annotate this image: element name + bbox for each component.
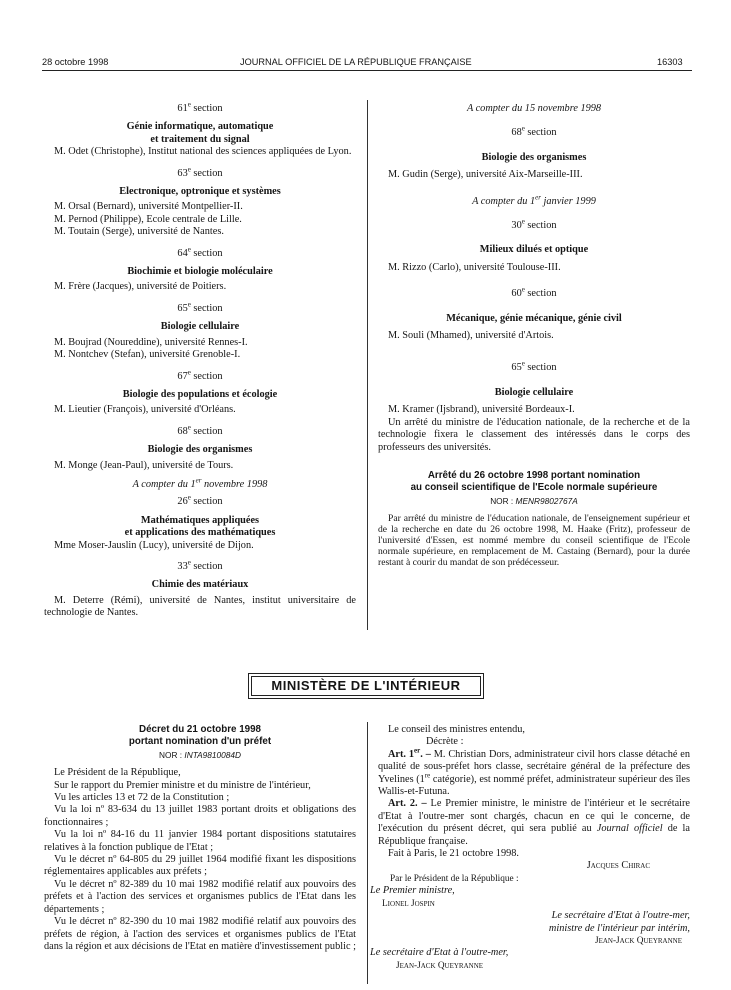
decret-visa: Vu les articles 13 et 72 de la Constitution ; <box>54 792 230 804</box>
signature-pm: Lionel Jospin <box>382 898 435 909</box>
section-heading: 63e section <box>177 165 223 179</box>
decret-right-column <box>370 724 691 972</box>
decret-preamble: Sur le rapport du Premier ministre et du ministre de l'intérieur, <box>54 779 311 791</box>
appointee-entry: M. Boujrad (Noureddine), université Rennes-I. <box>54 336 248 348</box>
decret-title: portant nomination d'un préfet <box>128 736 272 748</box>
appointee-entry: M. Nontchev (Stefan), université Grenoble-I. <box>54 349 241 361</box>
decret-par: Par le Président de la République : <box>390 873 519 884</box>
effective-date: A compter du 1er novembre 1998 <box>132 476 268 490</box>
column-divider-bottom <box>367 722 368 984</box>
header-title: JOURNAL OFFICIEL DE LA RÉPUBLIQUE FRANÇAISE <box>240 57 472 67</box>
section-heading: 68e section <box>511 124 557 139</box>
signature-secretary: Jean-Jack Queyranne <box>396 960 484 971</box>
right-column <box>378 103 690 568</box>
section-heading: 65e section <box>511 360 557 374</box>
decret-visa: Vu le décret nº 64-805 du 29 juillet 1964 modifié fixant les dispositions réglementaires applicables aux préfets ; <box>44 854 356 878</box>
appointee-entry: Mme Moser-Jauslin (Lucy), université de Dijon. <box>54 539 254 551</box>
appointee-entry: M. Kramer (Ijsbrand), université Bordeaux-I. <box>388 404 575 416</box>
left-column <box>44 100 356 620</box>
decret-visa: Vu la loi nº 84-16 du 11 janvier 1984 portant dispositions statutaires relatives à la fonction publique de l'Etat ; <box>44 829 356 853</box>
appointee-entry: M. Pernod (Philippe), Ecole centrale de Lille. <box>54 213 242 225</box>
section-title: Mathématiques appliquées <box>140 514 260 526</box>
section-title: Biologie des organismes <box>147 444 253 456</box>
appointee-entry: M. Frère (Jacques), université de Poitiers. <box>54 281 227 293</box>
arrete-body: Par arrêté du ministre de l'éducation nationale, de l'enseignement supérieur et de la recherche en date du 26 octobre 1998, M. Haake (Fritz), professeur de l'université d'Essen, est nommé membre du conseil scientifique de l'Ecole normale supérieure, en remplacement de M. Castaing (Bernard), pour la durée restant à courir du mandat de son prédécesseur. <box>378 513 690 569</box>
section-title: et applications des mathématiques <box>124 527 276 539</box>
section-heading: 33e section <box>177 558 223 572</box>
section-title: Biologie des populations et écologie <box>122 388 278 400</box>
appointee-entry: M. Toutain (Serge), université de Nantes. <box>54 226 224 238</box>
appointee-entry: M. Orsal (Bernard), université Montpellier-II. <box>54 201 243 213</box>
decret-visa: Vu le décret nº 82-390 du 10 mai 1982 modifié relatif aux pouvoirs des préfets de région, à l'action des services et organismes publics de l'Etat dans la région et aux décisions de l'Etat en matière d'investissement public ; <box>44 916 356 952</box>
section-title: Chimie des matériaux <box>151 579 249 591</box>
decret-visa: Vu la loi nº 83-634 du 13 juillet 1983 portant droits et obligations des fonctionnaires ; <box>44 804 356 828</box>
signatory-title: ministre de l'intérieur par intérim, <box>548 922 690 934</box>
article-2: Art. 2. – Le Premier ministre, le ministre de l'intérieur et le secrétaire d'Etat à l'outre-mer sont chargés, chacun en ce qui le concerne, de l'exécution du présent décret, qui sera publié au Journal officiel de la République française. <box>378 798 691 847</box>
header-rule <box>42 70 692 71</box>
signature-president: Jacques Chirac <box>586 860 650 872</box>
decret-decrete: Décrète : <box>426 736 464 748</box>
appointee-entry: M. Rizzo (Carlo), université Toulouse-III. <box>388 261 561 273</box>
decret-nor: NOR : INTA9810084D <box>159 749 241 760</box>
section-heading: 68e section <box>177 423 223 437</box>
signatory-title: Le secrétaire d'Etat à l'outre-mer, <box>370 947 509 959</box>
arrete-title: Arrêté du 26 octobre 1998 portant nomination <box>427 469 641 481</box>
section-title: Biologie cellulaire <box>494 386 574 398</box>
section-heading: 65e section <box>177 300 223 314</box>
appointee-entry: M. Lieutier (François), université d'Orléans. <box>54 404 236 416</box>
appointee-entry: M. Deterre (Rémi), université de Nantes, institut universitaire de technologie de Nantes. <box>44 594 356 619</box>
appointee-entry: M. Gudin (Serge), université Aix-Marseille-III. <box>388 169 583 181</box>
appointee-entry: M. Odet (Christophe), Institut national des sciences appliquées de Lyon. <box>54 146 352 158</box>
decret-left-column <box>44 724 356 953</box>
effective-date: A compter du 1er janvier 1999 <box>472 193 596 207</box>
appointee-entry: M. Souli (Mhamed), université d'Artois. <box>388 330 554 342</box>
decret-title: Décret du 21 octobre 1998 <box>139 724 261 735</box>
section-heading: 67e section <box>177 368 223 382</box>
section-title: Biochimie et biologie moléculaire <box>127 266 273 278</box>
section-heading: 26e section <box>177 493 223 508</box>
effective-date: A compter du 15 novembre 1998 <box>466 103 602 114</box>
signature-secretary: Jean-Jack Queyranne <box>594 935 682 946</box>
decret-visa: Vu le décret nº 82-389 du 10 mai 1982 modifié relatif aux pouvoirs des préfets et à l'action des services et organismes publics de l'Etat dans les départements ; <box>44 878 356 915</box>
section-title: et traitement du signal <box>150 133 250 145</box>
arrete-nor: NOR : MENR9802767A <box>490 495 578 506</box>
section-title: Milieux dilués et optique <box>479 244 589 256</box>
decret-council: Le conseil des ministres entendu, <box>388 724 525 735</box>
section-heading: 64e section <box>177 245 223 259</box>
section-title: Génie informatique, automatique <box>126 121 274 133</box>
article-1: Art. 1er. – M. Christian Dors, administrateur civil hors classe détaché en qualité de sous-préfet hors classe, secrétaire général de la préfecture des Yvelines (1re catégorie), est nommé préfet, administrateur supérieur des îles Wallis-et-Futuna. <box>378 746 690 798</box>
section-title: Biologie des organismes <box>481 151 587 163</box>
column-divider-top <box>367 100 368 630</box>
section-heading: 30e section <box>511 217 557 232</box>
section-heading: 61e section <box>177 100 223 114</box>
section-title: Electronique, optronique et systèmes <box>119 186 281 198</box>
arrete-title: au conseil scientifique de l'Ecole normale supérieure <box>410 482 658 494</box>
section-title: Mécanique, génie mécanique, génie civil <box>446 312 622 324</box>
signatory-title: Le secrétaire d'Etat à l'outre-mer, <box>551 910 690 922</box>
header-page-number: 16303 <box>657 57 683 67</box>
ministry-title: MINISTÈRE DE L'INTÉRIEUR <box>251 676 481 696</box>
appointee-entry: M. Monge (Jean-Paul), université de Tours. <box>54 459 234 471</box>
section-heading: 60e section <box>511 285 557 300</box>
signatory-title: Le Premier ministre, <box>370 885 455 897</box>
section-title: Biologie cellulaire <box>160 321 240 333</box>
decret-fait: Fait à Paris, le 21 octobre 1998. <box>388 848 519 860</box>
header-date: 28 octobre 1998 <box>42 57 109 67</box>
decret-preamble: Le Président de la République, <box>54 767 181 779</box>
classification-note: Un arrêté du ministre de l'éducation nationale, de la recherche et de la technologie fixera le classement des intéressés dans le corps des professeurs des universités. <box>378 416 690 453</box>
ministry-box <box>248 673 484 699</box>
